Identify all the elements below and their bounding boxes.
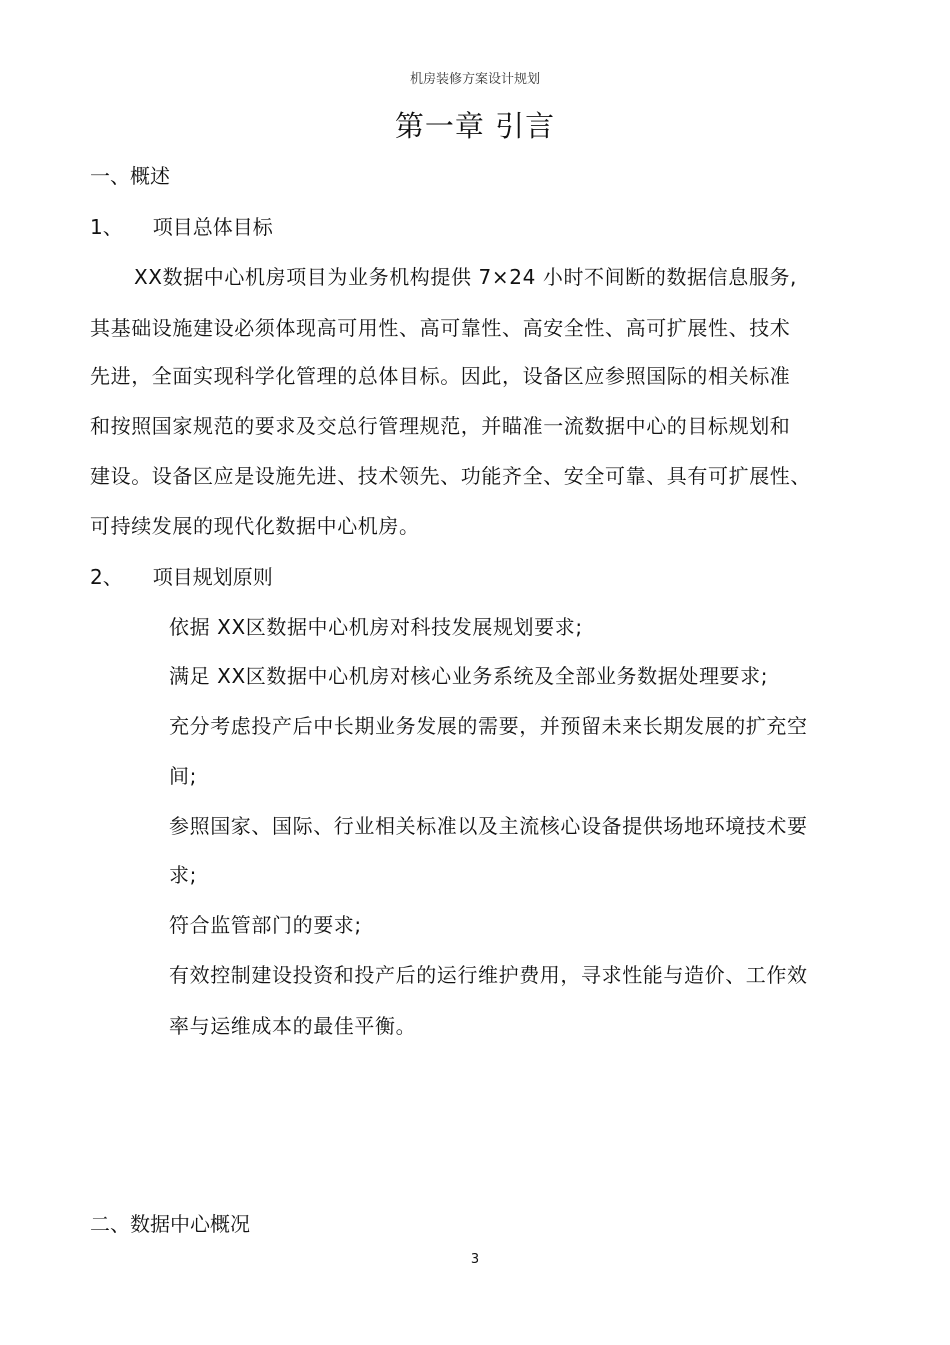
subsection-title: 项目总体目标 — [152, 215, 273, 239]
principle-line: 充分考虑投产后中长期业务发展的需要，并预留未来长期发展的扩充空 — [169, 714, 808, 738]
principle-line: 有效控制建设投资和投产后的运行维护费用，寻求性能与造价、工作效 — [169, 963, 808, 987]
principle-line: 依据 XX区数据中心机房对科技发展规划要求; — [169, 615, 583, 639]
paragraph-line: XX数据中心机房项目为业务机构提供 7×24 小时不间断的数据信息服务, — [134, 265, 798, 289]
section-heading-overview: 一、概述 — [90, 164, 170, 188]
subsection-number: 1、 — [90, 215, 123, 239]
subsection-heading-principles — [90, 561, 273, 590]
chapter-title: 第一章 引言 — [394, 109, 556, 143]
principle-line: 参照国家、国际、行业相关标准以及主流核心设备提供场地环境技术要 — [169, 814, 808, 838]
subsection-title: 项目规划原则 — [152, 565, 273, 589]
subsection-heading-goal — [90, 211, 273, 240]
paragraph-line: 建设。设备区应是设施先进、技术领先、功能齐全、安全可靠、具有可扩展性、 — [90, 464, 811, 488]
principle-line: 符合监管部门的要求; — [169, 913, 362, 937]
subsection-number: 2、 — [90, 565, 123, 589]
section-heading-datacenter: 二、数据中心概况 — [90, 1212, 250, 1236]
principle-line: 满足 XX区数据中心机房对核心业务系统及全部业务数据处理要求; — [169, 664, 769, 688]
paragraph-line: 其基础设施建设必须体现高可用性、高可靠性、高安全性、高可扩展性、技术 — [90, 316, 791, 340]
paragraph-line: 先进，全面实现科学化管理的总体目标。因此，设备区应参照国际的相关标准 — [90, 364, 791, 388]
principle-line: 率与运维成本的最佳平衡。 — [169, 1014, 417, 1038]
paragraph-line: 和按照国家规范的要求及交总行管理规范，并瞄准一流数据中心的目标规划和 — [90, 414, 791, 438]
principle-line: 求; — [169, 863, 197, 887]
principle-line: 间; — [169, 764, 197, 788]
running-header: 机房装修方案设计规划 — [409, 72, 540, 87]
paragraph-line: 可持续发展的现代化数据中心机房。 — [90, 514, 420, 538]
page-number: 3 — [470, 1252, 480, 1267]
